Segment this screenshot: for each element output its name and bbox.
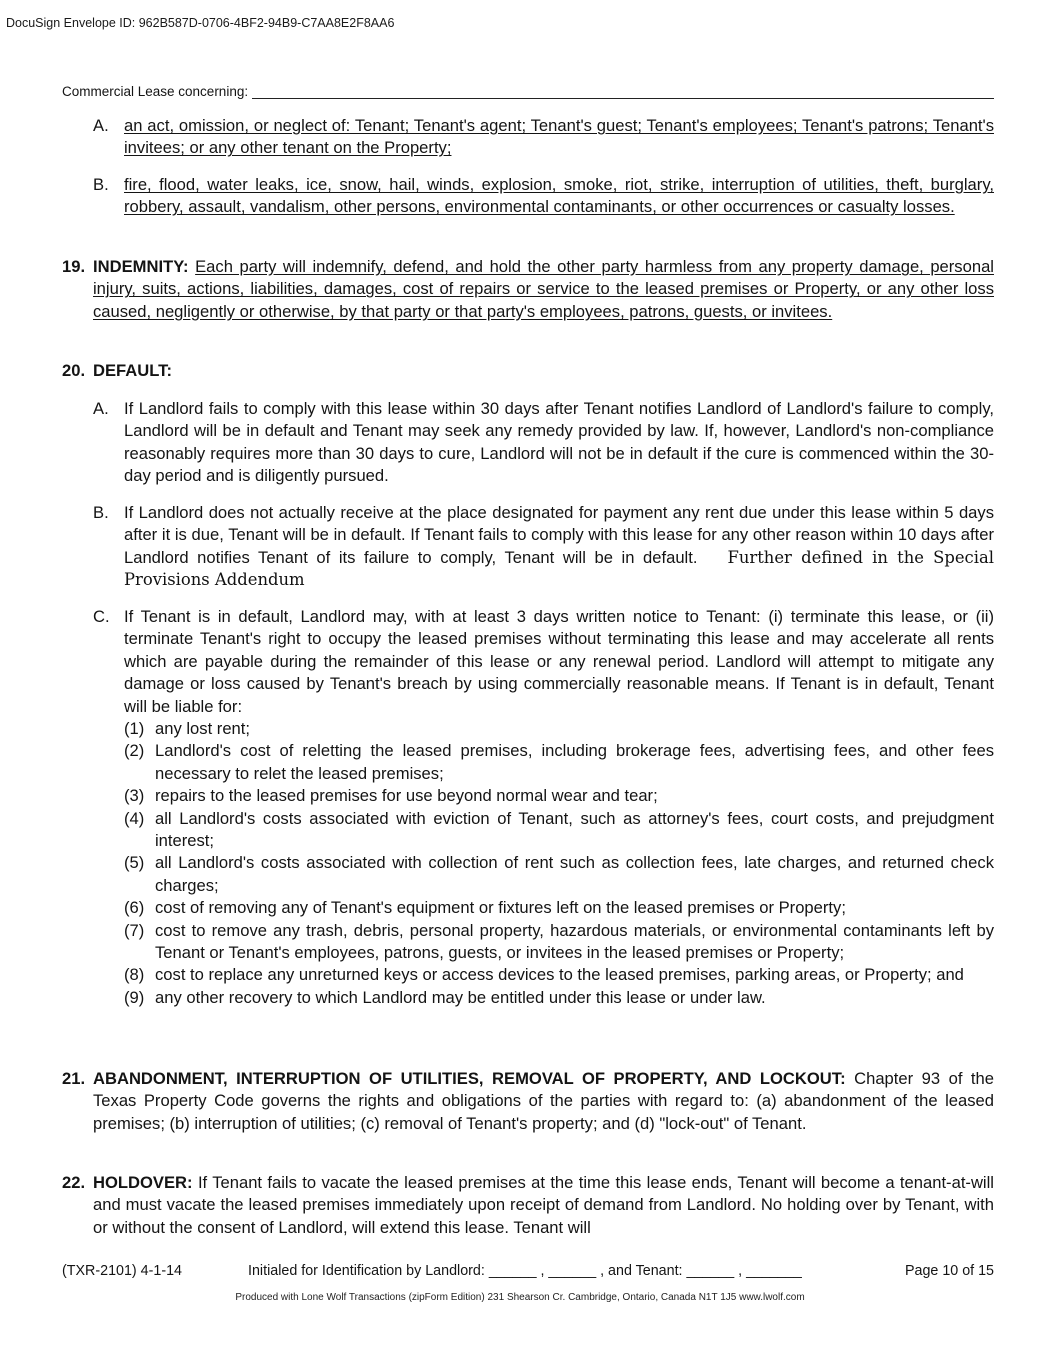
list-item xyxy=(124,718,994,740)
item-label: B. xyxy=(93,503,109,522)
list-item xyxy=(124,897,994,919)
lease-concerning-blank xyxy=(252,84,994,99)
form-id: (TXR-2101) 4-1-14 xyxy=(62,1263,182,1279)
section-21-abandonment xyxy=(62,1068,994,1135)
section-number: 21. xyxy=(62,1069,86,1088)
list-item-text: all Landlord's costs associated with eviction of Tenant, such as attorney's fees, court costs, and prejudgment interest; xyxy=(155,808,994,851)
list-item-text: repairs to the leased premises for use beyond normal wear and tear; xyxy=(155,786,658,806)
list-item xyxy=(124,740,994,785)
list-item-number: (4) xyxy=(124,808,145,828)
list-item xyxy=(124,785,994,807)
list-item-text: Landlord's cost of reletting the leased premises, including brokerage fees, advertising fees, and other fees necessary to relet the leased premises; xyxy=(155,741,994,783)
lease-concerning-line xyxy=(62,84,994,99)
section-number: 20. xyxy=(62,361,86,380)
item-text: If Tenant is in default, Landlord may, with at least 3 days written notice to Tenant: (i) terminate this lease, or (ii) terminate Tenant's right to occupy the leased premises without terminating this lease and may accelerate all rents which are payable during the remainder of this lease or any renewal period. Landlord will attempt to mitigate any damage or loss caused by Tenant's breach by using commercially reasonable means. If Tenant is in default, Tenant will be liable for: xyxy=(124,607,994,716)
list-item xyxy=(124,808,994,853)
list-item-number: (8) xyxy=(124,965,145,985)
section-20-default xyxy=(62,360,994,382)
section-heading: ABANDONMENT, INTERRUPTION OF UTILITIES, REMOVAL OF PROPERTY, AND LOCKOUT: xyxy=(93,1069,846,1088)
section-text: If Tenant fails to vacate the leased premises at the time this lease ends, Tenant will become a tenant-at-will and must vacate the leased premises immediately upon receipt of demand from Landlord. No holding over by Tenant, with or without the consent of Landlord, will extend this lease. Tenant will xyxy=(93,1173,994,1237)
item-text: If Landlord does not actually receive at the place designated for payment any rent due under this lease within 5 days after it is due, Tenant will be in default. If Tenant fails to comply with this lease for any other reason within 10 days after Landlord notifies Tenant of its failure to comply, Tenant will be in default. xyxy=(124,503,994,567)
list-item-text: any other recovery to which Landlord may be entitled under this lease or under law. xyxy=(155,987,766,1007)
envelope-id: DocuSign Envelope ID: 962B587D-0706-4BF2-94B9-C7AA8E2F8AA6 xyxy=(6,16,395,30)
section-20-item-c xyxy=(93,606,994,718)
produced-with-line: Produced with Lone Wolf Transactions (zipForm Edition) 231 Shearson Cr. Cambridge, Ontario, Canada N1T 1J5 www.lwolf.com xyxy=(235,1292,805,1303)
liability-list xyxy=(124,718,994,1009)
item-label: A. xyxy=(93,399,109,418)
list-item-text: cost of removing any of Tenant's equipment or fixtures left on the leased premises or Property; xyxy=(155,898,846,918)
list-item xyxy=(124,964,994,986)
section-heading: INDEMNITY: xyxy=(93,257,189,276)
section-22-holdover xyxy=(62,1172,994,1239)
item-text: If Landlord fails to comply with this lease within 30 days after Tenant notifies Landlord of Landlord's failure to comply, Landlord will be in default and Tenant may seek any remedy provided by law. If, however, Landlord's non-compliance reasonably requires more than 30 days to cure, Landlord will not be in default if the cure is commenced within the 30-day period and is diligently pursued. xyxy=(124,399,994,486)
list-item xyxy=(124,920,994,965)
initials-line: Initialed for Identification by Landlord: ______ , ______ , and Tenant: ______ , _______ xyxy=(248,1263,802,1279)
section-number: 19. xyxy=(62,257,86,276)
page-footer xyxy=(62,1263,994,1279)
list-item-text: all Landlord's costs associated with collection of rent such as collection fees, late charges, and returned check charges; xyxy=(155,853,994,895)
list-item-number: (6) xyxy=(124,898,145,918)
section-text: Each party will indemnify, defend, and hold the other party harmless from any property damage, personal injury, suits, actions, liabilities, damages, cost of repairs or service to the leased premises or Property, or any other loss caused, negligently or otherwise, by that party or that party's employees, patrons, guests, or invitees. xyxy=(93,257,994,321)
list-item-number: (2) xyxy=(124,741,145,761)
list-item-number: (1) xyxy=(124,719,145,738)
section-19-indemnity xyxy=(62,256,994,323)
handwritten-note: Further defined in the Special Provisions Addendum xyxy=(124,547,994,590)
section-heading: HOLDOVER: xyxy=(93,1173,193,1192)
list-item-number: (3) xyxy=(124,786,145,806)
section-heading: DEFAULT: xyxy=(93,361,172,380)
list-item-text: any lost rent; xyxy=(155,719,251,738)
section-number: 22. xyxy=(62,1173,86,1192)
list-item-text: cost to replace any unreturned keys or access devices to the leased premises, parking areas, or Property; and xyxy=(155,965,964,985)
list-item-number: (9) xyxy=(124,987,145,1007)
item-label: A. xyxy=(93,116,109,135)
item-label: C. xyxy=(93,607,110,626)
list-item-text: cost to remove any trash, debris, personal property, hazardous materials, or environmental contaminants left by Tenant or Tenant's employees, patrons, guests, or invitees in the leased premises or Property; xyxy=(155,920,994,963)
item-label: B. xyxy=(93,175,109,194)
list-item-number: (7) xyxy=(124,920,145,940)
item-text: fire, flood, water leaks, ice, snow, hail, winds, explosion, smoke, riot, strike, interruption of utilities, theft, burglary, robbery, assault, vandalism, other persons, environmental contaminants, or other occurrences or casualty losses. xyxy=(124,175,994,217)
list-item-number: (5) xyxy=(124,853,145,873)
page-number: Page 10 of 15 xyxy=(904,1263,994,1279)
section-20-item-b xyxy=(93,502,994,592)
section-20-item-a xyxy=(93,398,994,488)
list-item xyxy=(124,987,994,1009)
section-text: Chapter 93 of the Texas Property Code governs the rights and obligations of the parties with regard to: (a) abandonment of the leased premises; (b) interruption of utilities; (c) removal of Tenant's property; and (d) "lock-out" of Tenant. xyxy=(93,1069,994,1133)
item-text: an act, omission, or neglect of: Tenant; Tenant's agent; Tenant's guest; Tenant's employees; Tenant's patrons; Tenant's invitees; or any other tenant on the Property; xyxy=(124,116,994,158)
section-18-item-b xyxy=(93,174,994,219)
list-item xyxy=(124,852,994,897)
section-18-item-a xyxy=(93,115,994,160)
lease-concerning-label: Commercial Lease concerning: xyxy=(62,84,249,99)
